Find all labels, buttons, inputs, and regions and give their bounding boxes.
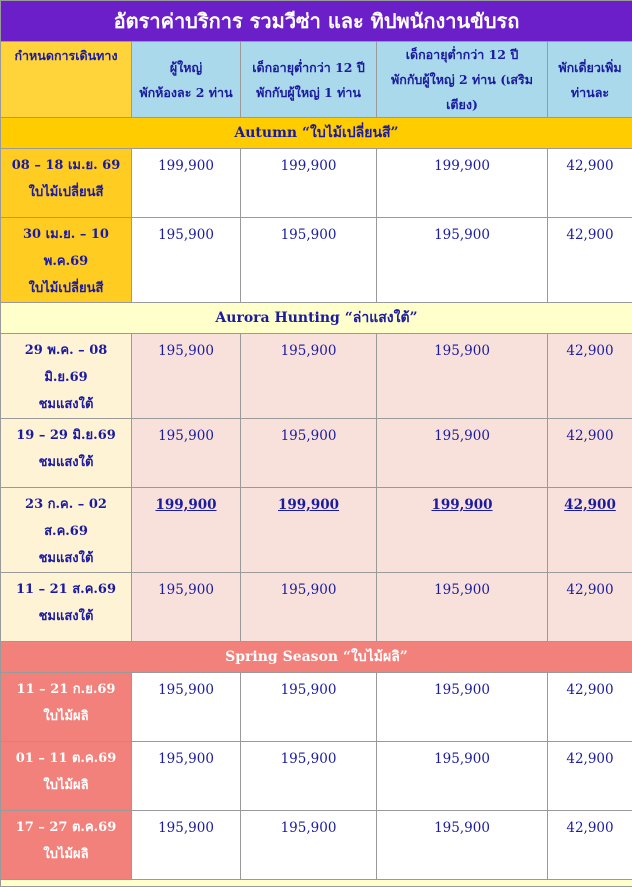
tour-label: ชมแสงใต้ <box>39 397 94 412</box>
date-range: 01 – 11 ต.ค.69 <box>16 751 117 766</box>
header-travel-date <box>1 42 132 118</box>
tour-label: ใบไม้เปลี่ยนสี <box>29 185 104 200</box>
price-single: 42,900 <box>548 149 632 218</box>
price-child-one: 195,900 <box>241 573 377 642</box>
price-child-one: 195,900 <box>241 742 377 811</box>
header-single-supplement <box>548 42 632 118</box>
price-child-one: 195,900 <box>241 218 377 303</box>
date-cell <box>1 488 132 573</box>
date-range: 08 – 18 เม.ย. 69 <box>12 158 121 173</box>
header-label: ผู้ใหญ่ <box>170 60 202 75</box>
price-child-two: 199,900 <box>377 488 548 573</box>
header-child-two-adults <box>377 42 548 118</box>
tour-label: ใบไม้ผลิ <box>43 709 88 724</box>
table-row <box>1 334 632 419</box>
tour-label: ชมแสงใต้ <box>39 455 94 470</box>
section-aurora <box>1 303 632 334</box>
date-range: 11 – 21 ก.ย.69 <box>17 682 116 697</box>
date-range: 17 – 27 ต.ค.69 <box>16 820 117 835</box>
section-title: Aurora Hunting “ล่าแสงใต้” <box>1 303 632 334</box>
date-cell <box>1 149 132 218</box>
date-range: 11 – 21 ส.ค.69 <box>16 582 116 597</box>
tour-label: ชมแสงใต้ <box>39 551 94 566</box>
title-row <box>1 1 632 42</box>
price-single: 42,900 <box>548 742 632 811</box>
date-cell <box>1 811 132 880</box>
header-adult <box>132 42 241 118</box>
tour-label: ใบไม้ผลิ <box>43 847 88 862</box>
price-single: 42,900 <box>548 673 632 742</box>
price-child-two: 195,900 <box>377 419 548 488</box>
tour-label: ชมแสงใต้ <box>39 609 94 624</box>
price-child-one: 195,900 <box>241 673 377 742</box>
price-child-one: 195,900 <box>241 334 377 419</box>
price-single: 42,900 <box>548 573 632 642</box>
price-adult: 195,900 <box>132 218 241 303</box>
price-single: 42,900 <box>548 334 632 419</box>
header-label: พักเดี่ยวเพิ่ม <box>558 60 621 75</box>
price-child-two: 195,900 <box>377 573 548 642</box>
header-label: เด็กอายุต่ำกว่า 12 ปี <box>252 60 365 75</box>
table-row <box>1 811 632 880</box>
header-child-one-adult <box>241 42 377 118</box>
price-single: 42,900 <box>548 218 632 303</box>
table-row <box>1 218 632 303</box>
price-adult: 195,900 <box>132 811 241 880</box>
date-cell <box>1 218 132 303</box>
price-adult: 195,900 <box>132 573 241 642</box>
date-cell <box>1 334 132 419</box>
section-title: Spring Season “ใบไม้ผลิ” <box>1 642 632 673</box>
price-adult: 195,900 <box>132 419 241 488</box>
price-child-two: 195,900 <box>377 742 548 811</box>
date-cell <box>1 573 132 642</box>
footer-band <box>1 880 632 887</box>
tour-label: ใบไม้เปลี่ยนสี <box>29 281 104 296</box>
date-range: 19 – 29 มิ.ย.69 <box>16 428 116 443</box>
tour-label: ใบไม้ผลิ <box>43 778 88 793</box>
price-child-two: 195,900 <box>377 218 548 303</box>
price-adult: 195,900 <box>132 742 241 811</box>
table-row <box>1 573 632 642</box>
section-spring <box>1 642 632 673</box>
date-range: 29 พ.ค. – 08 มิ.ย.69 <box>25 343 108 385</box>
date-cell <box>1 673 132 742</box>
price-child-one: 195,900 <box>241 811 377 880</box>
price-child-one: 195,900 <box>241 419 377 488</box>
table-row <box>1 673 632 742</box>
header-sublabel: พักห้องละ 2 ท่าน <box>139 85 232 100</box>
price-child-two: 195,900 <box>377 334 548 419</box>
table-title: อัตราค่าบริการ รวมวีซ่า และ ทิปพนักงานขับรถ <box>1 1 632 42</box>
table-row <box>1 742 632 811</box>
table-row <box>1 149 632 218</box>
price-adult: 199,900 <box>132 149 241 218</box>
price-child-one: 199,900 <box>241 149 377 218</box>
price-single: 42,900 <box>548 488 632 573</box>
header-sublabel: ท่านละ <box>571 85 609 100</box>
date-range: 23 ก.ค. – 02 ส.ค.69 <box>25 497 107 539</box>
date-cell <box>1 742 132 811</box>
price-adult: 195,900 <box>132 673 241 742</box>
price-adult: 195,900 <box>132 334 241 419</box>
section-title: Autumn “ใบไม้เปลี่ยนสี” <box>1 118 632 149</box>
table-row <box>1 488 632 573</box>
table-row <box>1 419 632 488</box>
section-autumn <box>1 118 632 149</box>
header-sublabel: พักกับผู้ใหญ่ 2 ท่าน (เสริมเตียง) <box>391 72 533 112</box>
price-single: 42,900 <box>548 811 632 880</box>
price-child-one: 199,900 <box>241 488 377 573</box>
price-single: 42,900 <box>548 419 632 488</box>
price-child-two: 195,900 <box>377 811 548 880</box>
footer-strip <box>1 880 632 887</box>
price-child-two: 195,900 <box>377 673 548 742</box>
date-range: 30 เม.ย. – 10 พ.ค.69 <box>23 227 109 269</box>
header-label: กำหนดการเดินทาง <box>14 48 117 63</box>
header-sublabel: พักกับผู้ใหญ่ 1 ท่าน <box>256 85 361 100</box>
price-child-two: 199,900 <box>377 149 548 218</box>
price-adult: 199,900 <box>132 488 241 573</box>
date-cell <box>1 419 132 488</box>
header-label: เด็กอายุต่ำกว่า 12 ปี <box>406 47 519 62</box>
header-row <box>1 42 632 118</box>
